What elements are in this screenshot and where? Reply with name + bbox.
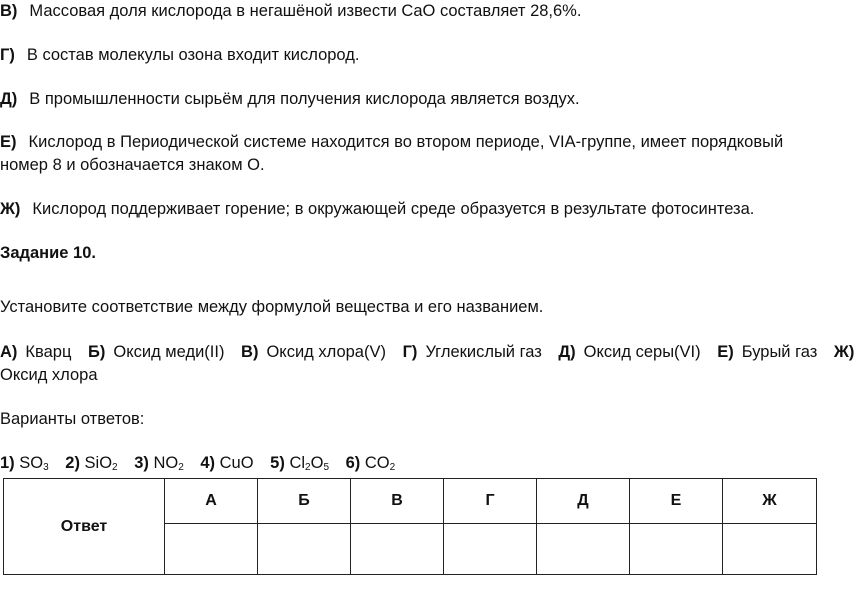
variant-number: 4) (200, 454, 216, 472)
variant-number: 2) (65, 454, 80, 472)
column-header: А (165, 479, 258, 524)
statement-text: В промышленности сырьём для получения кислорода является воздух. (29, 90, 580, 108)
statement-key: Д) (0, 90, 18, 108)
column-header: Е (630, 479, 723, 524)
name-text: Углекислый газ (425, 343, 542, 361)
answer-cell-b[interactable] (258, 524, 351, 575)
name-key: Г) (402, 343, 418, 361)
statement-d (0, 88, 580, 110)
statement-text: номер 8 и обозначается знаком O. (0, 156, 265, 174)
statement-g (0, 44, 359, 66)
variant-formula: $CO_2$ (364, 454, 396, 473)
statement-text: Кислород поддерживает горение; в окружающей среде образуется в результате фотосинтеза. (32, 200, 755, 218)
answer-cell-d[interactable] (537, 524, 630, 575)
variant-formula: $Cl_2O_5$ (289, 454, 329, 473)
statement-zh (0, 198, 754, 220)
statement-text: В состав молекулы озона входит кислород. (26, 46, 360, 64)
variant-number: 1) (0, 454, 15, 472)
name-text: Оксид меди(II) (113, 343, 225, 361)
name-key: В) (241, 343, 259, 361)
name-text: Кварц (25, 343, 72, 361)
task-title: Задание 10. (0, 244, 96, 262)
name-text: Оксид серы(VI) (583, 343, 701, 361)
name-key: Е) (717, 343, 734, 361)
statement-e-continued (0, 154, 265, 176)
name-text: Оксид хлора(V) (266, 343, 386, 361)
statement-v (0, 0, 581, 22)
column-header: Г (444, 479, 537, 524)
variant-number: 5) (270, 454, 285, 472)
name-key: Б) (88, 343, 106, 361)
name-text: Оксид хлора (0, 366, 98, 384)
column-header: Ж (723, 479, 817, 524)
name-key: А) (0, 343, 18, 361)
answer-cell-zh[interactable] (723, 524, 817, 575)
names-list (0, 341, 854, 363)
variant-formula: CuO (219, 454, 254, 472)
variants-label: Варианты ответов: (0, 410, 145, 428)
answer-table (3, 478, 817, 575)
answer-cell-e[interactable] (630, 524, 723, 575)
statement-key: Г) (0, 46, 15, 64)
statement-key: В) (0, 2, 18, 20)
name-key: Ж) (833, 343, 854, 361)
name-text: Бурый газ (741, 343, 818, 361)
statement-key: Ж) (0, 200, 21, 218)
name-key: Д) (558, 343, 576, 361)
variant-number: 6) (345, 454, 361, 472)
statement-text: Кислород в Периодической системе находится во втором периоде, VIA-группе, имеет порядковый (28, 133, 784, 151)
task-instruction: Установите соответствие между формулой вещества и его названием. (0, 298, 544, 316)
column-header: Б (258, 479, 351, 524)
variant-formula: $NO_2$ (153, 454, 184, 473)
variants-list (0, 452, 395, 474)
answer-row-label: Ответ (4, 479, 165, 575)
variant-number: 3) (134, 454, 149, 472)
answer-cell-a[interactable] (165, 524, 258, 575)
answer-cell-v[interactable] (351, 524, 444, 575)
variant-formula: $SO_3$ (19, 454, 49, 473)
answer-table-header-row (4, 479, 817, 524)
statement-e (0, 131, 783, 153)
statement-key: Е) (0, 133, 17, 151)
variant-formula: SiO$_2$ (84, 454, 118, 473)
answer-cell-g[interactable] (444, 524, 537, 575)
column-header: В (351, 479, 444, 524)
column-header: Д (537, 479, 630, 524)
names-list-continued (0, 364, 98, 386)
statement-text: Массовая доля кислорода в негашёной извести CaO составляет 28,6%. (29, 2, 582, 20)
